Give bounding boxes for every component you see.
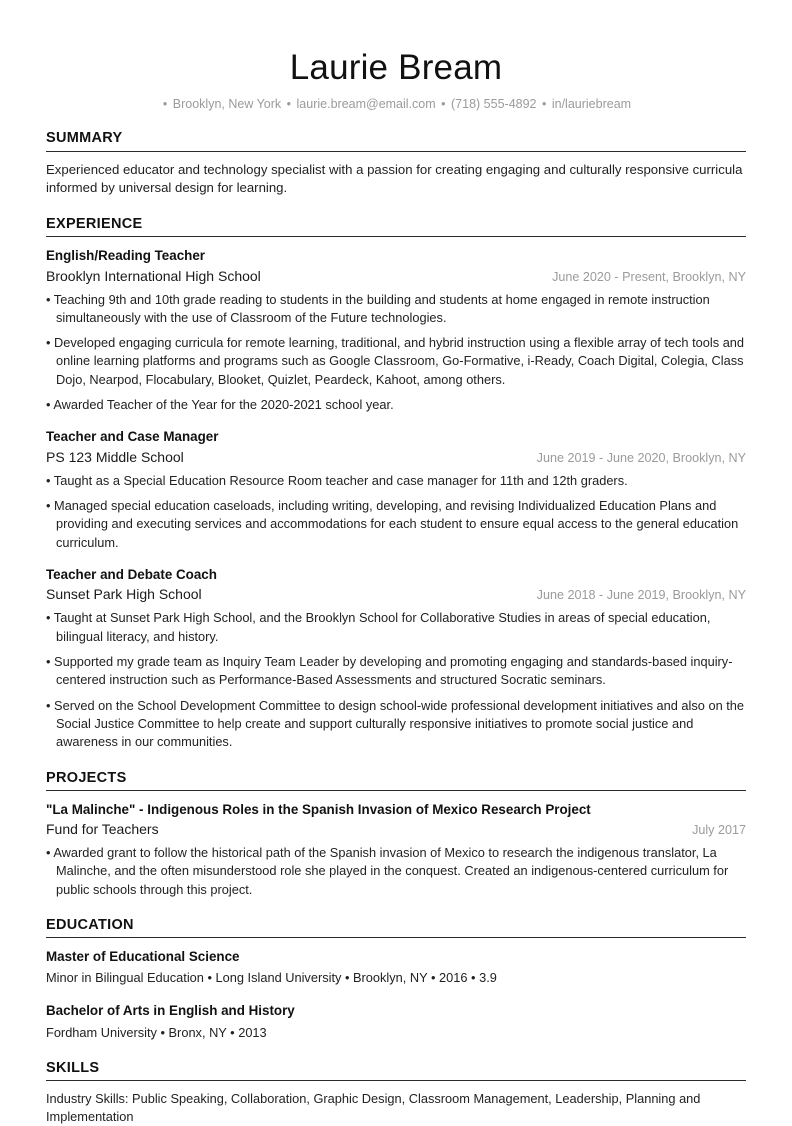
section-title-skills: SKILLS <box>46 1059 746 1081</box>
job-bullet: • Managed special education caseloads, including writing, developing, and revising Individualized Education Plans and providing and executing services and accommodations for each student to ensure equal access to the general education curriculum. <box>46 498 739 550</box>
section-experience <box>46 215 746 751</box>
education-degree: Bachelor of Arts in English and History <box>46 1003 295 1019</box>
job-org-line <box>46 447 746 468</box>
job-org-line <box>46 266 746 287</box>
job-bullet: • Teaching 9th and 10th grade reading to students in the building and students at home engaged in remote instruction simultaneously with the use of Classroom of the Future technologies. <box>46 291 710 325</box>
job-bullet: • Taught at Sunset Park High School, and the Brooklyn School for Collaborative Studies in areas of special education, bilingual literacy, and history. <box>46 610 711 644</box>
contact-phone[interactable]: (718) 555-4892 <box>451 97 537 112</box>
skills-text: Industry Skills: Public Speaking, Collaboration, Graphic Design, Classroom Management, Leadership, Planning and Implementation <box>46 1090 701 1125</box>
section-title-education: EDUCATION <box>46 916 746 938</box>
section-title-experience: EXPERIENCE <box>46 215 746 237</box>
job-organization: Brooklyn International High School <box>46 267 261 284</box>
project-bullets <box>46 844 746 899</box>
project-bullet: • Awarded grant to follow the historical path of the Spanish invasion of Mexico to research the indigenous translator, La Malinche, and the often misunderstood role she played in the conquest. Created an indigenous-centered curriculum for public schools through this project. <box>46 845 729 897</box>
job-bullet: • Developed engaging curricula for remote learning, traditional, and hybrid instruction using a flexible array of tech tools and online learning platforms and programs such as Google Classroom, Go-Formative, i-Ready, Coach Digital, Colegia, Class Dojo, Nearpod, Flocabulary, Blooket, Quizlet, Peardeck, Kahoot, among others. <box>46 335 745 387</box>
job-bullets <box>46 291 746 415</box>
project-organization: Fund for Teachers <box>46 821 159 838</box>
education-degree: Master of Educational Science <box>46 949 240 965</box>
experience-entry <box>46 427 746 552</box>
contact-linkedin[interactable]: in/lauriebream <box>551 97 632 112</box>
job-title: Teacher and Debate Coach <box>46 567 217 582</box>
job-organization: Sunset Park High School <box>46 586 202 603</box>
education-detail: Fordham University • Bronx, NY • 2013 <box>46 1024 267 1040</box>
education-entry <box>46 947 746 987</box>
contact-bullet-1: • <box>286 97 292 112</box>
project-org-line <box>46 819 746 840</box>
job-bullet: • Supported my grade team as Inquiry Team Leader by developing and promoting engaging and standards-based inquiry-centered instruction such as Performance-Based Assessments and structured Socratic seminars. <box>46 654 733 688</box>
contact-bullet-3: • <box>541 97 547 112</box>
job-title: English/Reading Teacher <box>46 248 205 264</box>
contact-bullet-0: • <box>162 97 168 112</box>
resume-header <box>46 48 746 112</box>
job-dates-location: June 2018 - June 2019, Brooklyn, NY <box>536 588 746 603</box>
job-bullet: • Awarded Teacher of the Year for the 2020-2021 school year. <box>46 397 394 413</box>
section-title-projects: PROJECTS <box>46 769 746 791</box>
job-organization: PS 123 Middle School <box>46 448 184 465</box>
job-org-line <box>46 584 746 605</box>
section-skills <box>46 1059 746 1126</box>
education-entry <box>46 1001 746 1041</box>
job-dates-location: June 2019 - June 2020, Brooklyn, NY <box>536 450 746 465</box>
project-date: July 2017 <box>692 823 746 838</box>
contact-line <box>46 96 746 112</box>
job-bullets <box>46 609 746 751</box>
education-detail: Minor in Bilingual Education • Long Island University • Brooklyn, NY • 2016 • 3.9 <box>46 970 497 986</box>
section-summary <box>46 129 746 198</box>
summary-text: Experienced educator and technology specialist with a passion for creating engaging and culturally responsive curricula informed by universal design for learning. <box>46 161 743 196</box>
project-entry <box>46 800 746 899</box>
candidate-name: Laurie Bream <box>289 48 503 87</box>
job-bullets <box>46 472 746 552</box>
contact-bullet-2: • <box>441 97 446 112</box>
section-education <box>46 916 746 1042</box>
contact-email[interactable]: laurie.bream@email.com <box>296 97 436 112</box>
job-bullet: • Taught as a Special Education Resource Room teacher and case manager for 11th and 12th graders. <box>46 472 628 488</box>
section-title-summary: SUMMARY <box>46 129 746 151</box>
contact-location: Brooklyn, New York <box>172 97 282 112</box>
job-title: Teacher and Case Manager <box>46 429 219 445</box>
experience-entry <box>46 246 746 414</box>
job-dates-location: June 2020 - Present, Brooklyn, NY <box>552 269 746 284</box>
job-bullet: • Served on the School Development Committee to design school-wide professional development initiatives and also on the Social Justice Committee to help create and support culturally responsive initiatives to promote social justice and awareness in our communities. <box>46 697 745 750</box>
section-projects <box>46 769 746 899</box>
project-title: "La Malinche" - Indigenous Roles in the Spanish Invasion of Mexico Research Project <box>46 801 591 817</box>
experience-entry <box>46 565 746 752</box>
